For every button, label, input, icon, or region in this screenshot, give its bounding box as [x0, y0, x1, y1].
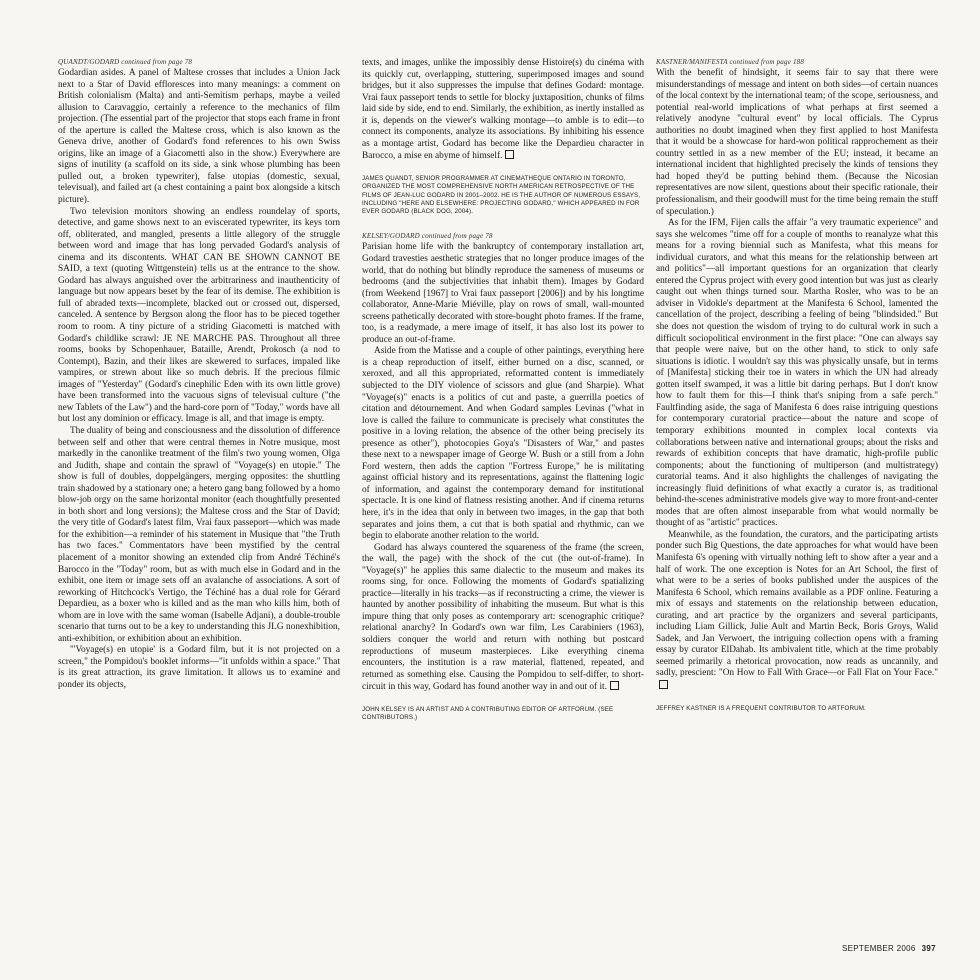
body-paragraph [656, 530, 938, 693]
end-mark-icon [659, 680, 668, 689]
body-paragraph: With the benefit of hindsight, it seems fair to say that there were misunderstandings of message and intent on both sides—of certain nuances of the local context by the international team; of the scope, seriousness, and potential real-world implications of what perhaps at first seemed a relatively anodyne "cultural event" by local officials. The Cyprus authorities no doubt imagined when they first applied to host Manifesta that it would be a showcase for hard-won political rapprochement as their country settled in as a new member of the EU; instead, it became an international incident that highlighted precisely the kinds of tensions they had hoped they'd be putting behind them. (Because the Nicosian representatives are now silent, questions about their specific rationale, their professionalism, and their goodwill must for the time being remain the stuff of speculation.) [656, 68, 938, 217]
body-paragraph: As for the IFM, Fijen calls the affair "a very traumatic experience" and says she welcomes "time off for a couple of months to reanalyze what this means for a roving biennial such as Manifesta, what this means for individual curators, and what this means for the relationship between art and politics"—all important questions for an organization that clearly entered the Cyprus project with every good intention but was just as clearly caught out when things turned sour. Martha Rosler, who was to be an adviser in Vidokle's department at the Manifesta 6 School, lamented the cancellation of the project, describing a feeling of being "blindsided." But she does not question the wisdom of trying to do cultural work in such a difficult sociopolitical environment in the first place: "One can always say that people were naive, but on the other hand, to stick to only safe situations is idiotic. I wouldn't say this was physically unsafe, but in terms of [Manifesta] sticking their toe in waters in which the UN had already gotten itself swamped, it was a little bit daring perhaps. But I don't know how to fault them for this—I think that's sniping from a safe perch." Faultfinding aside, the saga of Manifesta 6 does raise intriguing questions for contemporary curatorial practice—about the nature and scope of temporary exhibitions mounted in complex local contexts via collaborations between native and international groups; about the risks and rewards of exhibition concepts that have dramatic, high-profile public components; about the functioning of multiperson (and multistrategy) curatorial teams. And it also highlights the challenges of navigating the increasingly fluid definitions of what exactly a curator is, as traditional behind-the-scenes administrative models give way to more front-and-center modes that are often almost inseparable from what would normally be thought of as "artistic" practices. [656, 218, 938, 529]
closing-text: Meanwhile, as the foundation, the curators, and the participating artists ponder such Big Questions, the date approaches for what would have been Manifesta 6's opening with virtually nothing left to show after a year and a half of work. The one exception is Notes for an Art School, the first of what were to be a series of books published under the auspices of the Manifesta 6 School, which remains available as a PDF online. Featuring a mix of essays and statements on the relationship between education, curating, and art practice by the organizers and several participants, including Liam Gillick, Julie Ault and Martin Beck, Boris Groys, Walid Sadek, and Jan Verwoert, the intriguing collection opens with a framing essay by curator ElDahab. Its ambivalent title, which at the time probably seemed primarily a rhetorical provocation, now reads as uncannily, and sadly, prescient: "On How to Fall With Grace—or Fall Flat on Your Face." [656, 529, 938, 679]
continued-line: QUANDT/GODARD continued from page 78 [58, 58, 193, 66]
author-credit: JOHN KELSEY IS AN ARTIST AND A CONTRIBUTING EDITOR OF ARTFORUM. (SEE CONTRIBUTORS.) [362, 705, 614, 722]
author-credit: JEFFREY KASTNER IS A FREQUENT CONTRIBUTOR TO ARTFORUM. [656, 704, 866, 712]
end-mark-icon [505, 150, 514, 159]
body-paragraph: Aside from the Matisse and a couple of other paintings, everything here is a cheap reproduction of itself, either burned on a disc, scanned, or xeroxed, and all this appropriated, reformatted content is immediately subjected to the DIY violence of scissors and glue (and Sharpie). What "Voyage(s)" enacts is a politics of cut and paste, a guerrilla poetics of citation and détournement. And when Godard samples Levinas ("what in love is called the failure to communicate is precisely what constitutes the positive in a loving relation, the absence of the other being precisely its presence as other"), photocopies Goya's "Disasters of War," and pastes these next to a newspaper image of George W. Bush or a still from a John Ford western, then adds the caption "Fortress Europe," he is militating against official history and its representations, against the flattening logic of information, and against the contemporary demand for institutional spectacle. It is one kind of flatness resisting another. And if cinema returns here, it's in the idea that only in between two images, in the gap that both separates and joins them, a cut that is both spatial and rhythmic, can we begin to elaborate another relation to the world. [362, 346, 644, 542]
body-paragraph: "'Voyage(s) en utopie' is a Godard film, but it is not projected on a screen," the Pompidou's booklet informs—"it unfolds within a space." That is its great attraction, its grave limitation. It allows us to examine and ponder its objects, [58, 645, 340, 690]
body-paragraph: The duality of being and consciousness and the dissolution of difference between self and other that were central themes in Notre musique, most markedly in the canonlike treatment of the film's two young women, Olga and Judith, shape and contain the sprawl of "Voyage(s) en utopie." The show is full of doubles, doppelgängers, merging opposites: the shuttling train shadowed by a stationary one; a hetero gang bang followed by a homo blow-job orgy on the same horizontal monitor (each thoughtfully presented in both short and long versions); the Maltese cross and the Star of David; the very title of Godard's latest film, Vrai faux passeport—which was made for the exhibition—a reminder of his statement in Musique that "the Truth has two faces." Commentators have been mystified by the central placement of a monitor showing an extended clip from André Téchiné's Barocco in the "Today" room, but as with much else in Godard and in the exhibit, one item or image sets off an avalanche of associations. A sort of reworking of Hitchcock's Vertigo, the Téchiné has a dual role for Gérard Depardieu, as a boxer who is killed and as the man who kills him, both of whom are in love with the same woman (Isabelle Adjani), a double-trouble scenario that turns out to be a key to understanding this JLG nonexhibition, anti-exhibition, or exhibition about an exhibition. [58, 425, 340, 644]
page-footer [842, 944, 936, 953]
lead-text: texts, and images, unlike the impossibly dense Histoire(s) du cinéma with its quickly cut, overlapping, stuttering, superimposed images and sound bridges, but it also suppresses the impulse that defines Godard: montage. Vrai faux passeport tends to settle for blocky juxtaposition, chunks of films laid side by side, end to end. Similarly, the exhibition, as inertly installed as it is, depends on the viewer's walking montage—to amble is to edit—to connect its components, analyze its associations. By inhibiting his essence as a montage artist, Godard has become like the Depardieu character in Barocco, a mise en abyme of himself. [362, 58, 644, 162]
body-paragraph: Parisian home life with the bankruptcy of contemporary installation art, Godard travesties aesthetic strategies that no longer produce images of the world, that do nothing but blindly reproduce the sameness of museums or bedrooms (and the subjectivities that inhabit them). Images by Godard (from Weekend [1967] to Vrai faux passeport [2006]) and by his longtime collaborator, Anne-Marie Miéville, play on rows of small, wall-mounted screens pathetically decorated with store-bought photo frames. If the frame, too, is a readymade, a mere image of itself, it has also lost its power to produce an out-of-frame. [362, 242, 644, 345]
author-credit: JAMES QUANDT, SENIOR PROGRAMMER AT CINEMATHEQUE ONTARIO IN TORONTO, ORGANIZED THE MOST COMPREHENSIVE NORTH AMERICAN RETROSPECTIVE OF THE FILMS OF JEAN-LUC GODARD IN 2001–2002. HE IS THE AUTHOR OF NUMEROUS ESSAYS, INCLUDING "HERE AND ELSEWHERE: PROJECTING GODARD," WHICH APPEARED IN FOR EVER GODARD (BLACK DOG, 2004). [362, 174, 641, 216]
closing-text: Godard has always countered the squareness of the frame (the screen, the wall, the page) with the shock of the cut (the out-of-frame). In "Voyage(s)" he applies this same dialectic to the museum and makes its rooms sing, for once. Following the moments of Godard's spatializing practice—literally in his tracks—as if reconstructing a crime, the viewer is haunted by another possibility of inhabiting the museum. But what is this impure thing that only poses as contemporary art: scenographic critique? relational anarchy? In Godard's own war film, Les Carabiniers (1963), soldiers conquer the world and return with nothing but postcard reproductions of museum masterpieces. Like everything cinema encounters, the institution is a raw material, flattened, repeated, and returned as something else. Causing the Pompidou to self-differ, to short-circuit in this way, Godard has found another way in and out of it. [362, 542, 644, 693]
issue-date: SEPTEMBER 2006 [842, 944, 916, 953]
column-kelsey-godard [362, 58, 644, 722]
continued-line: KELSEY/GODARD continued from page 78 [362, 232, 493, 241]
column-kastner-manifesta [656, 58, 938, 713]
column-quandt-godard [58, 58, 340, 692]
body-paragraph: Godardian asides. A panel of Maltese crosses that includes a Union Jack next to a Star of David effloresces into many meanings: a comment on British colonialism (Malta) and anti-Semitism perhaps, maybe a veiled allusion to Caravaggio, certainly a reference to the mechanics of film projection. (The essential part of the projector that stops each frame in front of the aperture is called the Maltese cross, which is also known as the Geneva drive, another of Godard's fond references to his own Swiss origins, like an image of a Giacometti also in the show.) Everywhere are signs of inutility (a scaffold on its side, a sink whose plumbing has been pulled out, a broken typewriter), false utopias (domestic, sexual, televisual), and failed art (a chest containing a paint box alongside a kitsch picture). [58, 68, 340, 206]
continued-line: KASTNER/MANIFESTA continued from page 188 [656, 58, 805, 66]
body-paragraph: Two television monitors showing an endless roundelay of sports, detective, and game shows next to an eviscerated typewriter, its keys torn off, obliterated, and mangled, presents a little allegory of the struggle between word and image that has long pervaded Godard's analysis of cinema and its discontents. WHAT CAN BE SHOWN CANNOT BE SAID, a text (quoting Wittgenstein) tells us at the entrance to the show. Godard has always anguished over the arbitrariness and inauthenticity of language but now appears beset by the fear of its demise. The exhibition is full of abraded texts—incomplete, blacked out or crossed out, dispersed, canceled. A sentence by Bergson along the floor has to be pieced together room to room. A tiny picture of a striding Giacometti is matched with Godard's childlike scrawl: JE NE MARCHE PAS. Throughout all three rooms, books by Schopenhauer, Bataille, Arendt, Prokosch (a nod to Contempt), Bazin, and their likes are skewered to surfaces, impaled like vampires, or strewn about like so much debris. If the precious filmic images of "Yesterday" (Godard's cinephilic Eden with its own little grove) have been transformed into the vacuous signs of televisual culture ("the new Tablets of the Law") and the hard-core porn of "Today," words have all but lost any dominion or efficacy. Image is all, and that image is empty. [58, 206, 340, 425]
page-number: 397 [921, 944, 936, 953]
end-mark-icon [610, 681, 619, 690]
body-paragraph [362, 58, 644, 163]
body-paragraph [362, 543, 644, 694]
